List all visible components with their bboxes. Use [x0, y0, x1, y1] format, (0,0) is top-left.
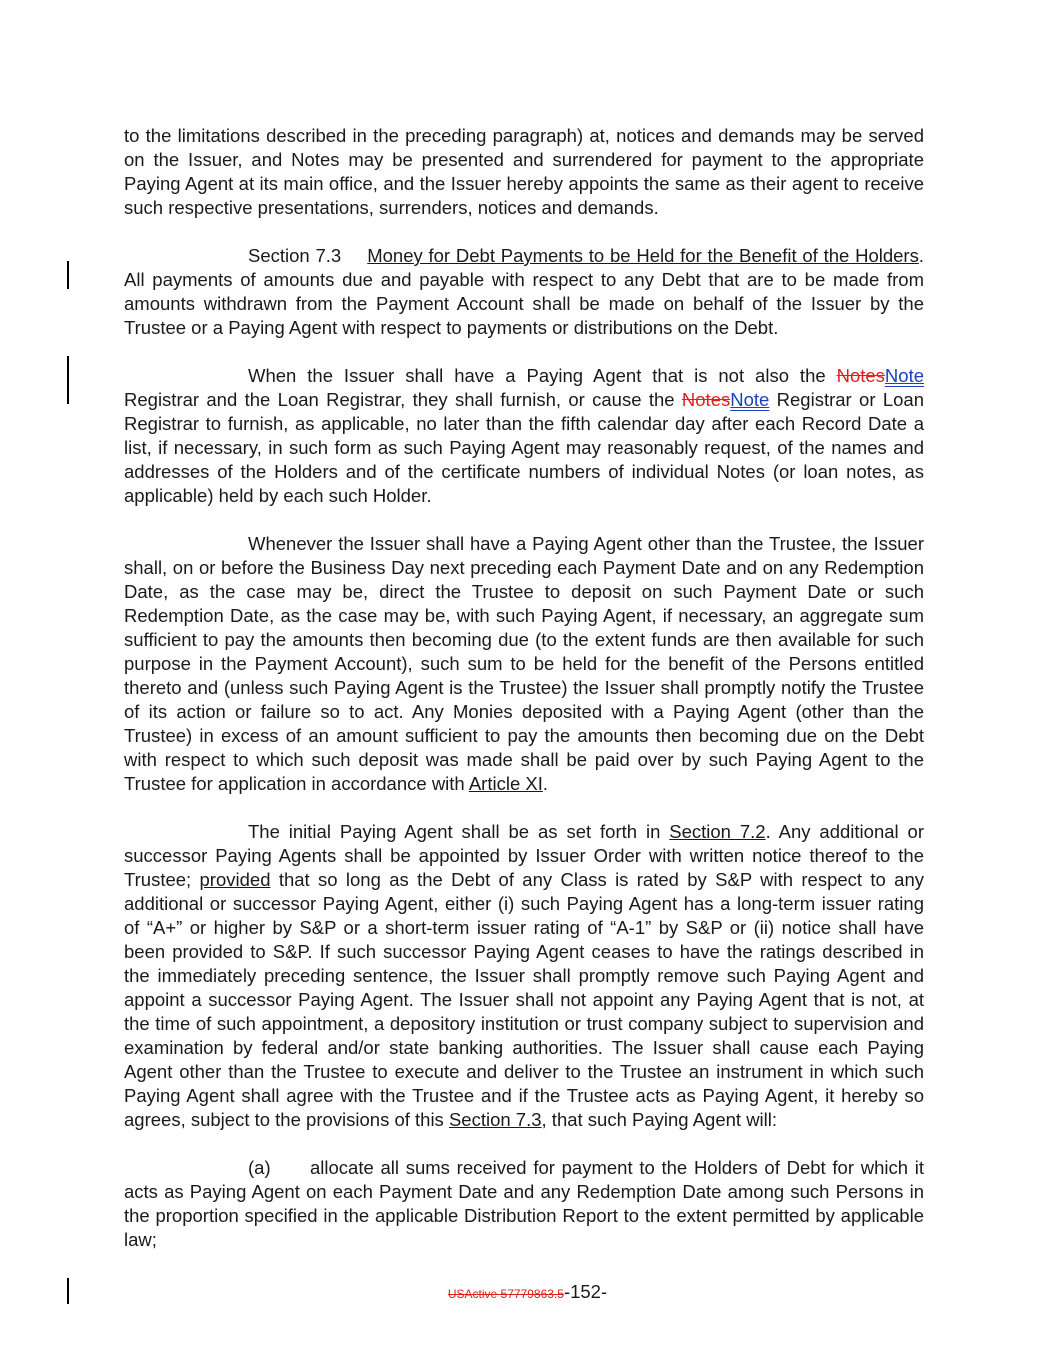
paragraph: The initial Paying Agent shall be as set forth in Section 7.2. Any additional or successor Paying Agents shall be appointed by Issuer Order with written notice thereof to the Trustee; provided that so long as the Debt of any Class is rated by S&P with respect to any additional or successor Paying Agent, either (i) such Paying Agent has a long-term issuer rating of “A+” or higher by S&P or a short-term issuer rating of “A-1” by S&P or (ii) notice shall have been provided to S&P. If such successor Paying Agent ceases to have the ratings described in the immediately preceding sentence, the Issuer shall promptly remove such Paying Agent and appoint a successor Paying Agent. The Issuer shall not appoint any Paying Agent that is not, at the time of such appointment, a depository institution or trust company subject to supervision and examination by federal and/or state banking authorities. The Issuer shall cause each Paying Agent other than the Trustee to execute and deliver to the Trustee an instrument in which such Paying Agent shall agree with the Trustee and if the Trustee acts as Paying Agent, it hereby so agrees, subject to the provisions of this Section 7.3, that such Paying Agent will:	[124, 821, 924, 1130]
inserted-text: Note	[730, 389, 770, 410]
provided-term: provided	[199, 869, 271, 890]
cross-reference-link[interactable]: Section 7.2	[669, 821, 766, 842]
page-footer	[0, 1281, 1055, 1303]
section-number: Section 7.3	[248, 245, 342, 266]
section-heading: Money for Debt Payments to be Held for the Benefit of the Holders	[367, 245, 919, 266]
paragraph: Whenever the Issuer shall have a Paying Agent other than the Trustee, the Issuer shall, on or before the Business Day next preceding each Payment Date and on any Redemption Date, as the case may be, direct the Trustee to deposit on such Payment Date or such Redemption Date, as the case may be, with such Paying Agent, if necessary, an aggregate sum sufficient to pay the amounts then becoming due (to the extent funds are then available for such purpose in the Payment Account), such sum to be held for the benefit of the Persons entitled thereto and (unless such Paying Agent is the Trustee) the Issuer shall promptly notify the Trustee of its action or failure so to act. Any Monies deposited with a Paying Agent (other than the Trustee) in excess of an amount sufficient to pay the amounts then becoming due on the Debt with respect to which such deposit was made shall be paid over by such Paying Agent to the Trustee for application in accordance with Article XI.	[124, 533, 924, 794]
list-text: allocate all sums received for payment to the Holders of Debt for which it acts as Paying Agent on each Payment Date and any Redemption Date among such Persons in the proportion specified in the applicable Distribution Report to the extent permitted by applicable law;	[124, 1157, 924, 1250]
change-bar	[67, 356, 69, 404]
paragraph: When the Issuer shall have a Paying Agent that is not also the NotesNote Registrar and the Loan Registrar, they shall furnish, or cause the NotesNote Registrar or Loan Registrar to furnish, as applicable, no later than the fifth calendar day after each Record Date a list, if necessary, in such form as such Paying Agent may reasonably request, of the names and addresses of the Holders and of the certificate numbers of individual Notes (or loan notes, as applicable) held by each such Holder.	[124, 365, 924, 506]
list-item-a	[124, 1156, 924, 1252]
section-7-3-paragraph	[124, 244, 924, 340]
deleted-text: Notes	[836, 365, 885, 386]
list-label: (a)	[248, 1157, 271, 1178]
change-bar	[67, 261, 69, 289]
document-id: USActive 57779863.5	[447, 1287, 564, 1301]
page-number: -152-	[563, 1281, 608, 1302]
cross-reference-link[interactable]: Section 7.3	[448, 1109, 542, 1130]
cross-reference-link[interactable]: Article XI	[468, 773, 543, 794]
document-page	[124, 124, 924, 1252]
section-body: . All payments of amounts due and payable with respect to any Debt that are to be made from amounts withdrawn from the Payment Account shall be made on behalf of the Issuer by the Trustee or a Paying Agent with respect to payments or distributions on the Debt.	[124, 245, 924, 338]
deleted-text: Notes	[681, 389, 731, 410]
paragraph: to the limitations described in the preceding paragraph) at, notices and demands may be served on the Issuer, and Notes may be presented and surrendered for payment to the appropriate Paying Agent at its main office, and the Issuer hereby appoints the same as their agent to receive such respective presentations, surrenders, notices and demands.	[124, 125, 924, 218]
inserted-text: Note	[884, 365, 924, 386]
